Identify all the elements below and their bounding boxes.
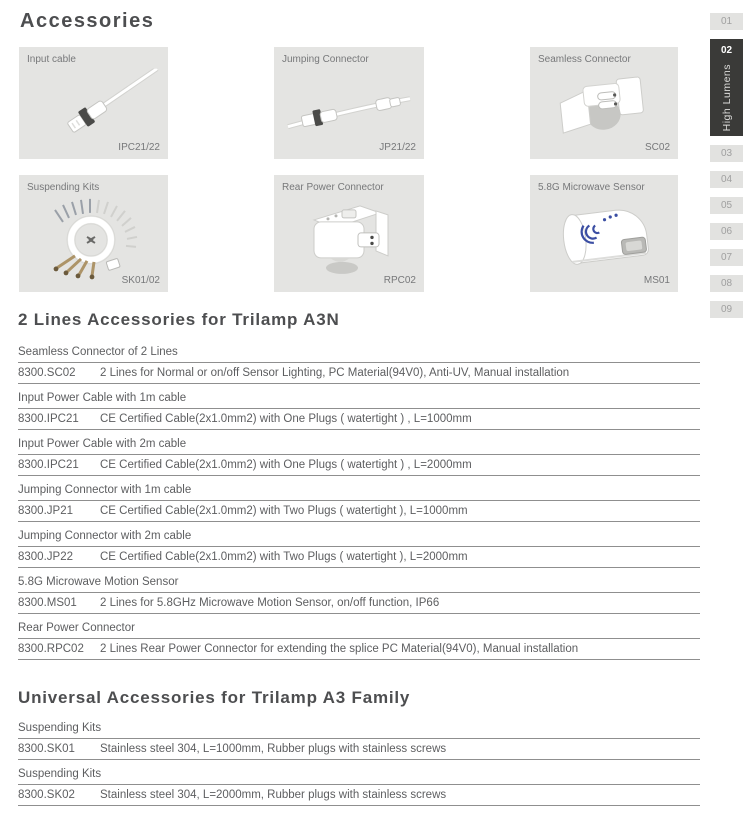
spec-row — [18, 785, 700, 806]
tab-03[interactable]: 03 — [710, 145, 743, 162]
item-description: CE Certified Cable(2x1.0mm2) with One Plugs ( watertight ) , L=2000mm — [100, 459, 472, 471]
section-universal-accessories — [18, 688, 700, 812]
item-description: 2 Lines Rear Power Connector for extending the splice PC Material(94V0), Manual installation — [100, 643, 579, 655]
card-code: JP21/22 — [379, 142, 416, 153]
item-code: 8300.JP21 — [18, 505, 73, 517]
item-code: 8300.IPC21 — [18, 413, 79, 425]
tab-02-label: High Lumens — [720, 64, 733, 132]
suspending-kits-image — [29, 197, 159, 279]
spec-row — [18, 739, 700, 760]
card-code: SK01/02 — [121, 275, 160, 286]
spec-group — [18, 766, 700, 806]
spec-group — [18, 344, 700, 384]
card-label: Seamless Connector — [538, 54, 631, 65]
item-code: 8300.SK02 — [18, 789, 75, 801]
item-description: 2 Lines for Normal or on/off Sensor Lighting, PC Material(94V0), Anti-UV, Manual installation — [100, 367, 570, 379]
rear-power-connector-image — [284, 197, 414, 279]
tab-05[interactable]: 05 — [710, 197, 743, 214]
card-code: IPC21/22 — [118, 142, 160, 153]
spec-group-header: Seamless Connector of 2 Lines — [18, 344, 700, 363]
item-code: 8300.MS01 — [18, 597, 77, 609]
spec-group — [18, 620, 700, 660]
item-description: Stainless steel 304, L=1000mm, Rubber plugs with stainless screws — [100, 743, 447, 755]
tab-01[interactable]: 01 — [710, 13, 743, 30]
item-description: Stainless steel 304, L=2000mm, Rubber plugs with stainless screws — [100, 789, 447, 801]
spec-row — [18, 547, 700, 568]
spec-group — [18, 528, 700, 568]
spec-group-header: Input Power Cable with 1m cable — [18, 390, 700, 409]
card-code: RPC02 — [383, 275, 416, 286]
item-description: 2 Lines for 5.8GHz Microwave Motion Sensor, on/off function, IP66 — [100, 597, 440, 609]
input-cable-image — [29, 69, 159, 147]
card-suspending-kits — [19, 175, 168, 292]
card-label: Input cable — [27, 54, 76, 65]
card-label: 5.8G Microwave Sensor — [538, 182, 645, 193]
section-title: Universal Accessories for Trilamp A3 Family — [18, 688, 411, 707]
seamless-connector-image — [539, 69, 669, 147]
tab-02-high-lumens[interactable]: 02 High Lumens — [710, 39, 743, 136]
card-input-cable — [19, 47, 168, 159]
spec-row — [18, 409, 700, 430]
item-description: CE Certified Cable(2x1.0mm2) with Two Plugs ( watertight ), L=1000mm — [100, 505, 468, 517]
page-title: Accessories — [20, 10, 155, 32]
tab-08[interactable]: 08 — [710, 275, 743, 292]
section-title: 2 Lines Accessories for Trilamp A3N — [18, 310, 340, 329]
spec-row — [18, 455, 700, 476]
spec-group — [18, 436, 700, 476]
section-2lines-accessories — [18, 310, 700, 666]
card-label: Suspending Kits — [27, 182, 100, 193]
item-code: 8300.SC02 — [18, 367, 76, 379]
item-code: 8300.SK01 — [18, 743, 75, 755]
spec-row — [18, 501, 700, 522]
item-code: 8300.IPC21 — [18, 459, 79, 471]
microwave-sensor-image — [539, 197, 669, 279]
card-label: Rear Power Connector — [282, 182, 384, 193]
item-description: CE Certified Cable(2x1.0mm2) with Two Plugs ( watertight ), L=2000mm — [100, 551, 468, 563]
tab-07[interactable]: 07 — [710, 249, 743, 266]
card-microwave-sensor — [530, 175, 678, 292]
spec-group-header: Jumping Connector with 1m cable — [18, 482, 700, 501]
item-code: 8300.JP22 — [18, 551, 73, 563]
tab-06[interactable]: 06 — [710, 223, 743, 240]
spec-group-header: 5.8G Microwave Motion Sensor — [18, 574, 700, 593]
spec-group-header: Rear Power Connector — [18, 620, 700, 639]
card-jumping-connector — [274, 47, 424, 159]
jumping-connector-image — [284, 69, 414, 147]
card-seamless-connector — [530, 47, 678, 159]
spec-group — [18, 390, 700, 430]
spec-group-header: Input Power Cable with 2m cable — [18, 436, 700, 455]
card-code: SC02 — [644, 142, 670, 153]
accessory-card-grid — [19, 47, 678, 292]
spec-row — [18, 639, 700, 660]
spec-group — [18, 574, 700, 614]
spec-group-header: Suspending Kits — [18, 720, 700, 739]
section-tab-bar — [710, 13, 743, 327]
spec-row — [18, 363, 700, 384]
tab-09[interactable]: 09 — [710, 301, 743, 318]
tab-04[interactable]: 04 — [710, 171, 743, 188]
spec-group — [18, 482, 700, 522]
card-code: MS01 — [643, 275, 670, 286]
item-description: CE Certified Cable(2x1.0mm2) with One Plugs ( watertight ) , L=1000mm — [100, 413, 472, 425]
card-rear-power-connector — [274, 175, 424, 292]
spec-group-header: Jumping Connector with 2m cable — [18, 528, 700, 547]
item-code: 8300.RPC02 — [18, 643, 84, 655]
spec-group-header: Suspending Kits — [18, 766, 700, 785]
spec-group — [18, 720, 700, 760]
spec-row — [18, 593, 700, 614]
card-label: Jumping Connector — [282, 54, 369, 65]
